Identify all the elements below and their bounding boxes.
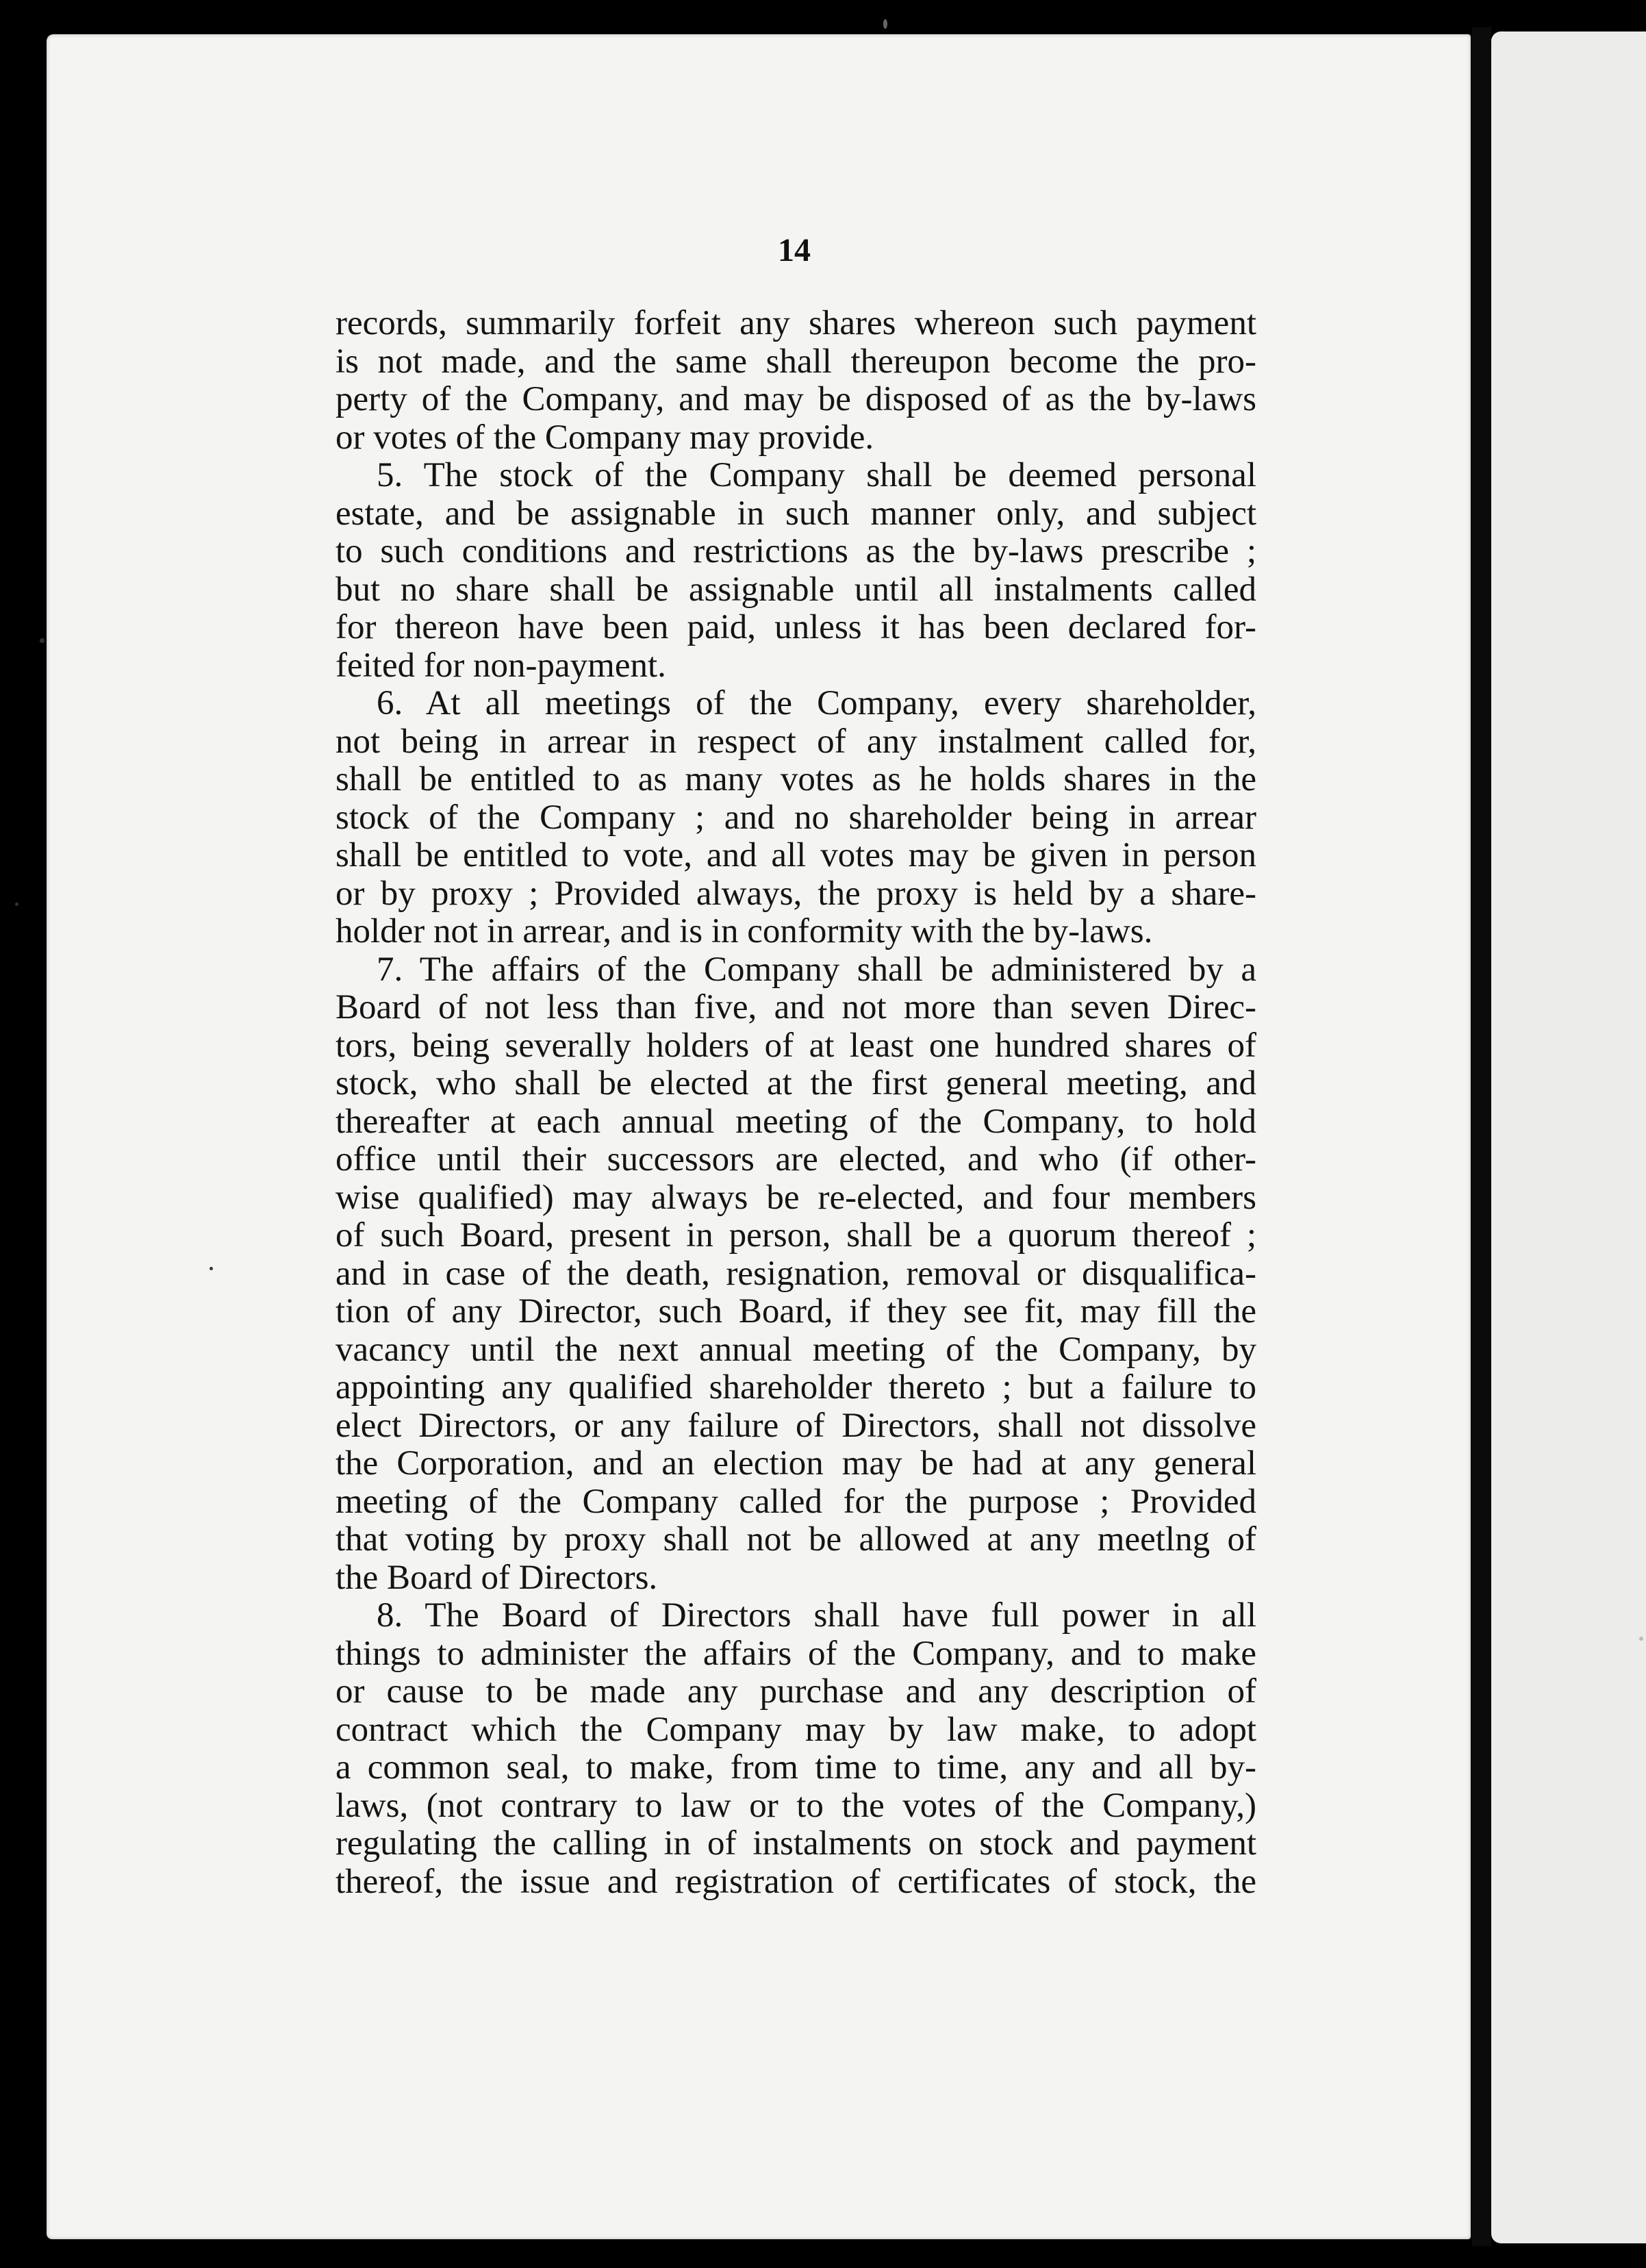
binding-edge bbox=[1472, 27, 1491, 2246]
text-line: laws, (not contrary to law or to the votes of the Company,) bbox=[335, 1786, 1256, 1825]
scan-speck bbox=[210, 1267, 213, 1270]
text-line: regulating the calling in of instalments on stock and payment bbox=[335, 1824, 1256, 1863]
text-line: contract which the Company may by law make, to adopt bbox=[335, 1710, 1256, 1749]
scan-speck bbox=[40, 638, 45, 643]
text-line: office until their successors are elected, and who (if other- bbox=[335, 1140, 1256, 1179]
paragraph-section-5 bbox=[335, 457, 1256, 685]
scan-speck bbox=[15, 903, 18, 906]
text-line: but no share shall be assignable until all instalments called bbox=[335, 570, 1256, 609]
text-line: 7. The affairs of the Company shall be administered by a bbox=[377, 950, 1256, 989]
text-line: thereafter at each annual meeting of the Company, to hold bbox=[335, 1102, 1256, 1141]
text-line: a common seal, to make, from time to time, any and all by- bbox=[335, 1748, 1256, 1787]
text-line: tion of any Director, such Board, if they see fit, may fill the bbox=[335, 1292, 1256, 1331]
paragraph-section-6 bbox=[335, 685, 1256, 951]
text-line: Board of not less than five, and not more than seven Direc- bbox=[335, 988, 1256, 1026]
text-line: stock of the Company ; and no shareholder being in arrear bbox=[335, 798, 1256, 837]
paragraph-section-7 bbox=[335, 951, 1256, 1598]
text-line: the Board of Directors. bbox=[335, 1558, 658, 1597]
text-line: shall be entitled to vote, and all votes may be given in person bbox=[335, 836, 1256, 874]
text-line: 6. At all meetings of the Company, every shareholder, bbox=[377, 684, 1256, 722]
text-line: perty of the Company, and may be disposed of as the by-laws bbox=[335, 380, 1256, 418]
text-line: of such Board, present in person, shall be a quorum thereof ; bbox=[335, 1216, 1256, 1255]
paragraph-continuation bbox=[335, 305, 1256, 457]
text-line: the Corporation, and an election may be had at any general bbox=[335, 1444, 1256, 1483]
scan-speck bbox=[883, 19, 887, 29]
text-line: is not made, and the same shall thereupon become the pro- bbox=[335, 342, 1256, 381]
text-line: and in case of the death, resignation, removal or disqualifica- bbox=[335, 1254, 1256, 1293]
text-line: tors, being severally holders of at least one hundred shares of bbox=[335, 1026, 1256, 1065]
text-line: meeting of the Company called for the purpose ; Provided bbox=[335, 1482, 1256, 1521]
text-line: shall be entitled to as many votes as he holds shares in the bbox=[335, 760, 1256, 798]
text-line: appointing any qualified shareholder thereto ; but a failure to bbox=[335, 1368, 1256, 1407]
facing-page-strip bbox=[1491, 32, 1646, 2243]
text-line: stock, who shall be elected at the first general meeting, and bbox=[335, 1064, 1256, 1102]
text-line: to such conditions and restrictions as the by-laws prescribe ; bbox=[335, 532, 1256, 570]
scan-speck bbox=[1639, 1637, 1643, 1641]
text-line: thereof, the issue and registration of certificates of stock, the bbox=[335, 1862, 1256, 1901]
text-line: or votes of the Company may provide. bbox=[335, 418, 874, 457]
text-line: feited for non-payment. bbox=[335, 646, 666, 685]
text-line: records, summarily forfeit any shares whereon such payment bbox=[335, 304, 1256, 342]
text-line: for thereon have been paid, unless it has been declared for- bbox=[335, 608, 1256, 646]
text-line: not being in arrear in respect of any instalment called for, bbox=[335, 722, 1256, 761]
text-line: 5. The stock of the Company shall be deemed personal bbox=[377, 456, 1256, 494]
paragraph-section-8 bbox=[335, 1597, 1256, 1901]
text-line: vacancy until the next annual meeting of the Company, by bbox=[335, 1330, 1256, 1369]
text-line: or cause to be made any purchase and any description of bbox=[335, 1672, 1256, 1711]
text-line: elect Directors, or any failure of Directors, shall not dissolve bbox=[335, 1406, 1256, 1445]
text-line: wise qualified) may always be re-elected, and four members bbox=[335, 1178, 1256, 1217]
text-line: things to administer the affairs of the Company, and to make bbox=[335, 1634, 1256, 1673]
page-number: 14 bbox=[778, 232, 811, 268]
text-line: or by proxy ; Provided always, the proxy is held by a share- bbox=[335, 874, 1256, 913]
text-line: estate, and be assignable in such manner only, and subject bbox=[335, 494, 1256, 533]
text-line: 8. The Board of Directors shall have full power in all bbox=[377, 1596, 1256, 1635]
text-line: that voting by proxy shall not be allowed at any meetlng of bbox=[335, 1520, 1256, 1559]
text-line: holder not in arrear, and is in conformity with the by-laws. bbox=[335, 912, 1153, 950]
body-text bbox=[335, 305, 1256, 1901]
